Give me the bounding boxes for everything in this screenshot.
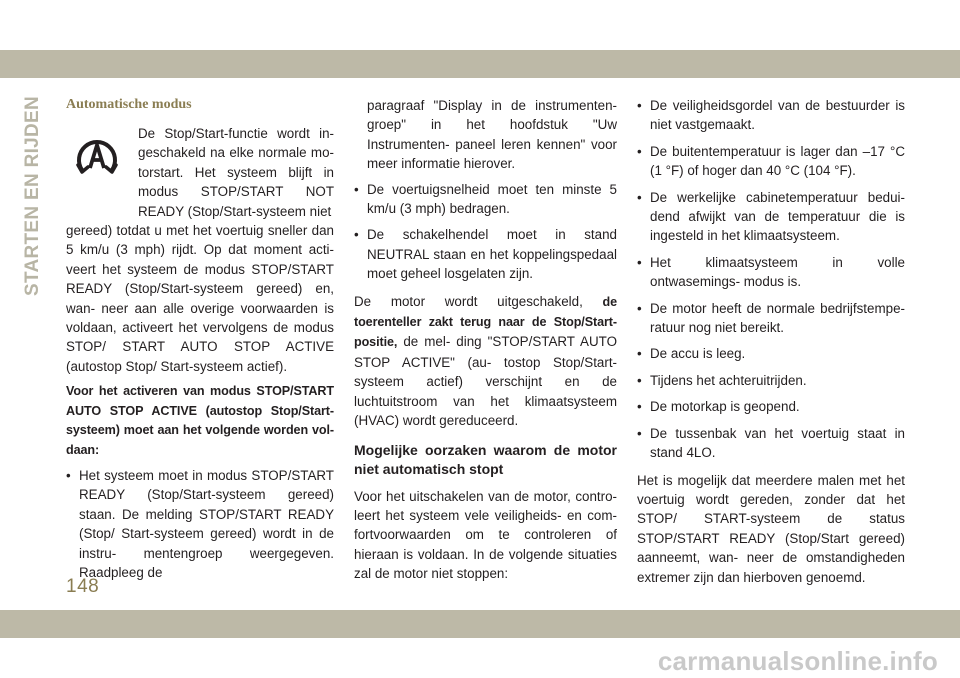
footer-band [0, 610, 960, 638]
subheading: Mogelijke oorzaken waarom de motor niet automatisch stopt [354, 441, 617, 477]
closing-paragraph: Het is mogelijk dat meerdere malen met het voertuig wordt gereden, zonder dat het STOP/ START-systeem de status STOP/START READY (Stop/Start gereed) aanneemt, wan- neer de omstandigheden extremer zijn dan hierboven genoemd. [637, 472, 905, 585]
engine-off-bold: de toerenteller zakt terug naar de Stop/Start-positie, [354, 294, 617, 350]
condition-intro: Voor het activeren van modus STOP/START AUTO STOP ACTIVE (autostop Stop/Start- systeem) moet aan het volgende worden vol- daan: [66, 384, 334, 457]
auto-stop-start-icon [66, 126, 128, 186]
section-heading: Automatische modus [66, 97, 192, 112]
column-2 [354, 96, 617, 590]
column-3 [637, 96, 905, 593]
engine-off-paragraph [354, 292, 617, 431]
intro-text-part1: De Stop/Start-functie wordt in- geschakeld na elke normale mo- torstart. Het systeem blijft in modus STOP/START NOT READY (Stop/Start-systeem niet [138, 126, 334, 219]
reasons-list [637, 96, 905, 463]
chapter-side-title: STARTEN EN RIJDEN [22, 95, 43, 296]
reasons-intro: Voor het uitschakelen van de motor, contro- leert het systeem vele veiligheids- en com- fortvoorwaarden om te controleren of hieraan is voldaan. In de volgende situaties zal de motor niet stoppen: [354, 488, 617, 582]
condition-list [66, 466, 334, 582]
engine-off-suffix: de mel- ding "STOP/START AUTO STOP ACTIVE" (au- tostop Stop/Start-systeem actief) verschijnt en de luchtuitstroom van het klimaatsysteem (HVAC) wordt gereduceerd. [354, 334, 617, 429]
list-item: • Tijdens het achteruitrijden. [637, 371, 905, 390]
list-item: • De motor heeft de normale bedrijfstempe- ratuur nog niet bereikt. [637, 299, 905, 338]
continuation-text: paragraaf "Display in de instrumenten- groep" in het hoofdstuk "Uw Instrumenten- paneel leren kennen" voor meer informatie hierover. [367, 98, 617, 172]
intro-text-part2: gereed) totdat u met het voertuig sneller dan 5 km/u (3 mph) rijdt. Op dat moment acti- veert het systeem de modus STOP/START READY (Stop/Start-systeem gereed) en, wan- neer aan alle overige voorwaarden is voldaan, activeert het vervolgens de modus STOP/ START AUTO STOP ACTIVE (autostop Stop/ Start-systeem actief). [66, 223, 334, 374]
header-band [0, 50, 960, 78]
page-number: 148 [66, 576, 100, 597]
engine-off-prefix: De motor wordt uitgeschakeld, [354, 293, 583, 309]
list-item: • Het klimaatsysteem in volle ontwasemings- modus is. [637, 253, 905, 292]
list-item: • De werkelijke cabinetemperatuur bedui- dend afwijkt van de temperatuur die is ingesteld in het klimaatsysteem. [637, 188, 905, 246]
column-1 [66, 96, 334, 590]
list-item: • De tussenbak van het voertuig staat in stand 4LO. [637, 424, 905, 463]
list-item: • De accu is leeg. [637, 344, 905, 363]
list-item: • De veiligheidsgordel van de bestuurder is niet vastgemaakt. [637, 96, 905, 135]
watermark: carmanualsonline.info [657, 646, 938, 676]
list-item: • De voertuigsnelheid moet ten minste 5 km/u (3 mph) bedragen. [354, 180, 617, 219]
list-item: • Het systeem moet in modus STOP/START READY (Stop/Start-systeem gereed) staan. De melding STOP/START READY (Stop/ Start-systeem gereed) wordt in de instru- mentengroep weergegeven. Raadpleeg de [66, 466, 334, 582]
list-item: • De schakelhendel moet in stand NEUTRAL staan en het koppelingspedaal moet geheel losgelaten zijn. [354, 225, 617, 283]
intro-with-icon [66, 124, 334, 221]
list-item: • De buitentemperatuur is lager dan –17 °C (1 °F) of hoger dan 40 °C (104 °F). [637, 142, 905, 181]
list-item: • De motorkap is geopend. [637, 397, 905, 416]
condition-list-continued [354, 180, 617, 284]
